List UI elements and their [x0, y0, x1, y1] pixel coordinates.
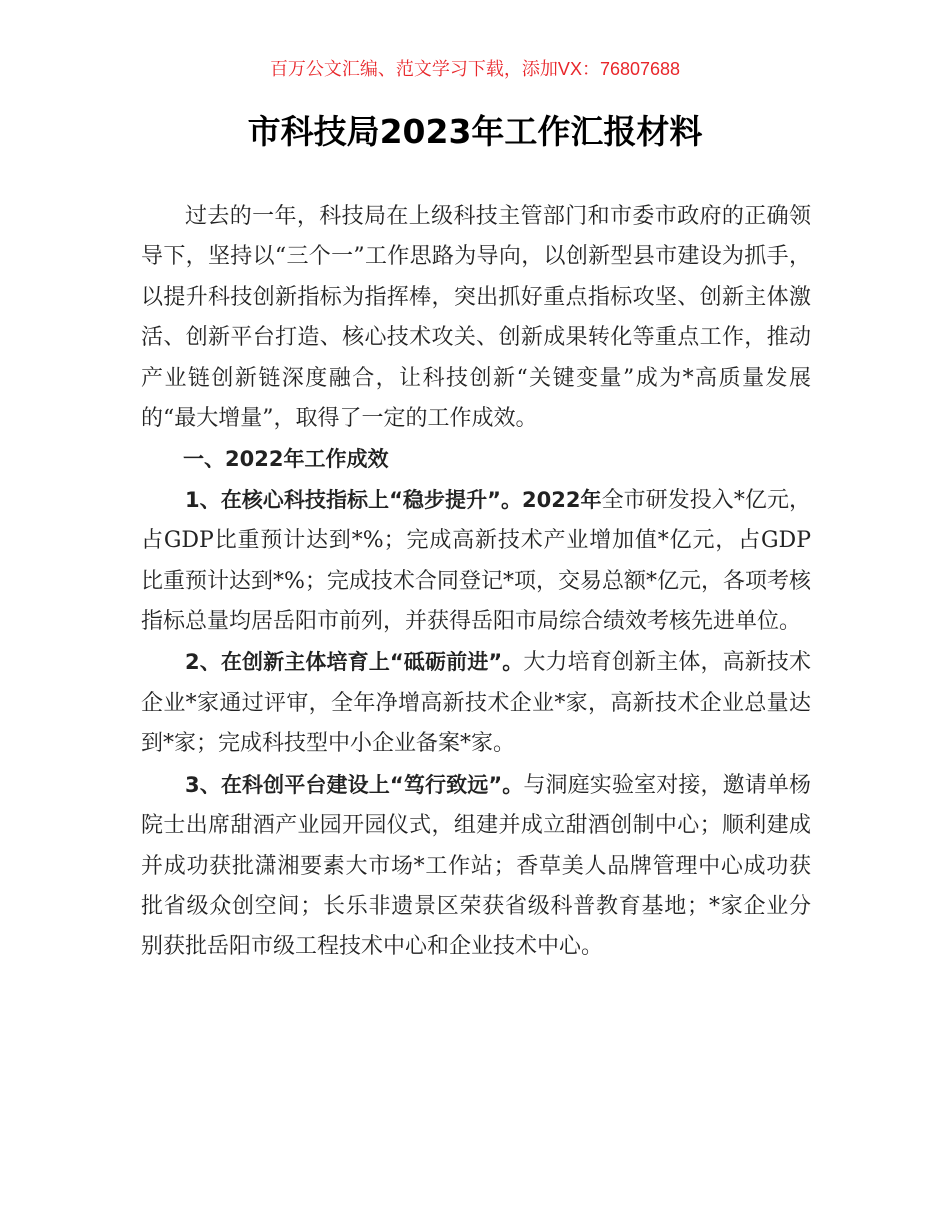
item-lead-1: 1、在核心科技指标上“稳步提升”。2022年: [185, 487, 602, 512]
header-note: 百万公文汇编、范文学习下载，添加VX：76807688: [269, 59, 681, 79]
item-paragraph-1: [141, 480, 811, 643]
item-paragraph-2: [141, 642, 811, 764]
intro-paragraph: 过去的一年，科技局在上级科技主管部门和市委市政府的正确领导下，坚持以“三个一”工作思路为导向，以创新型县市建设为抓手，以提升科技创新指标为指挥棒，突出抓好重点指标攻坚、创新主体激活、创新平台打造、核心技术攻关、创新成果转化等重点工作，推动产业链创新链深度融合，让科技创新“关键变量”成为*高质量发展的“最大增量”，取得了一定的工作成效。: [141, 204, 811, 432]
item-paragraph-3: [141, 765, 811, 968]
item-text-2: 大力培育创新主体，高新技术企业*家通过评审，全年净增高新技术企业*家，高新技术企业总量达到*家；完成科技型中小企业备案*家。: [141, 650, 811, 757]
document-body: [141, 197, 811, 968]
item-lead-2: 2、在创新主体培育上“砥砺前进”。: [185, 650, 524, 675]
document-title: 市科技局2023年工作汇报材料: [247, 112, 703, 151]
section-heading: 一、2022年工作成效: [183, 447, 389, 472]
item-lead-3: 3、在科创平台建设上“笃行致远”。: [185, 772, 524, 797]
item-text-3: 与洞庭实验室对接，邀请单杨院士出席甜酒产业园开园仪式，组建并成立甜酒创制中心；顺利建成并成功获批潇湘要素大市场*工作站；香草美人品牌管理中心成功获批省级众创空间；长乐非遗景区荣获省级科普教育基地；*家企业分别获批岳阳市级工程技术中心和企业技术中心。: [141, 772, 811, 960]
item-text-1: 全市研发投入*亿元，占GDP比重预计达到*%；完成高新技术产业增加值*亿元，占GDP比重预计达到*%；完成技术合同登记*项，交易总额*亿元，各项考核指标总量均居岳阳市前列，并获得岳阳市局综合绩效考核先进单位。: [141, 487, 811, 635]
